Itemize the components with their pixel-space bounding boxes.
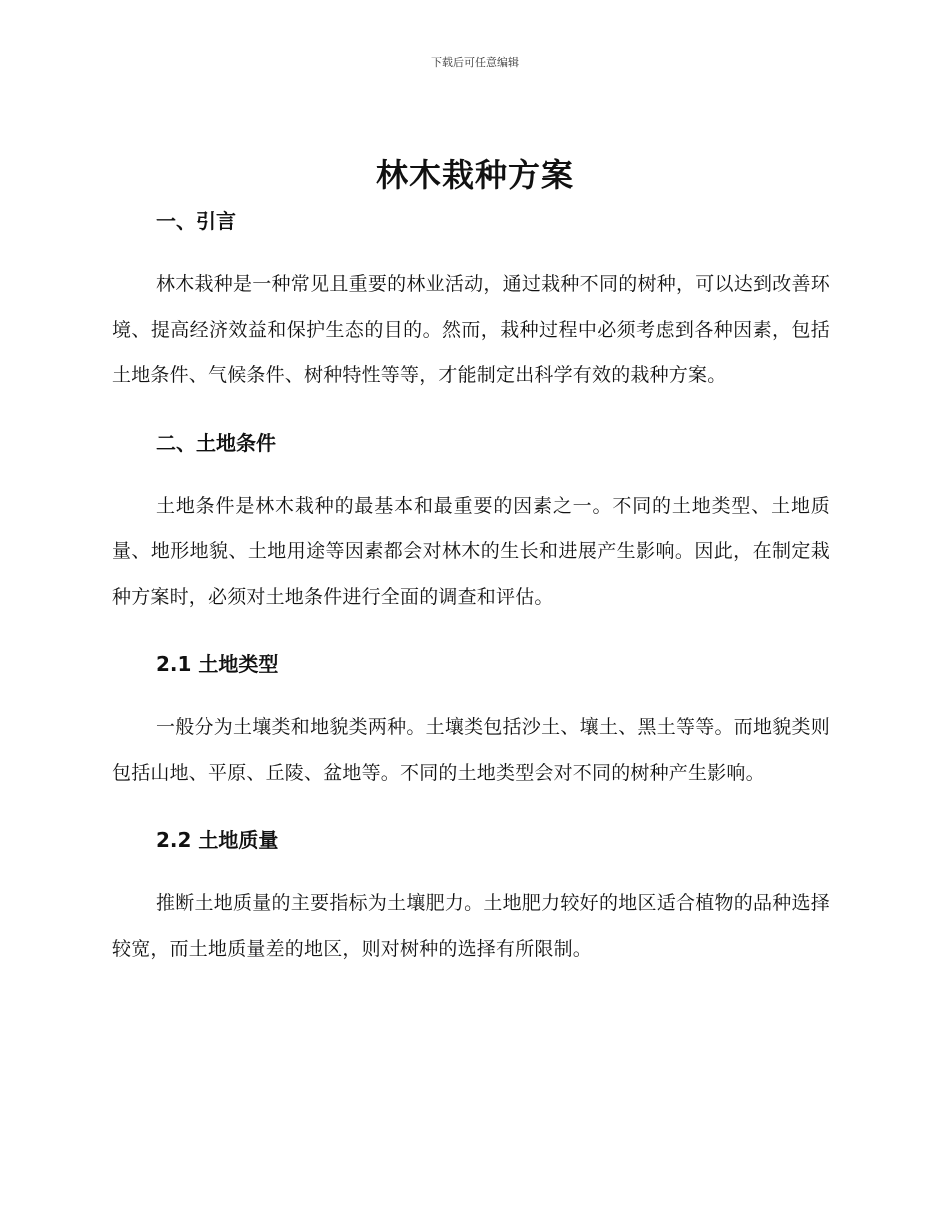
section-heading-land-types: 2.1 土地类型 (156, 652, 279, 676)
section-paragraph-land-conditions: 土地条件是林木栽种的最基本和最重要的因素之一。不同的土地类型、土地质量、地形地貌、土地用途等因素都会对林木的生长和进展产生影响。因此，在制定栽种方案时，必须对土地条件进行全面的调查和评估。 (112, 494, 830, 608)
section-heading-land-quality: 2.2 土地质量 (156, 828, 279, 852)
document-title: 林木栽种方案 (375, 156, 574, 194)
section-heading-land-conditions: 二、土地条件 (156, 430, 276, 455)
section-land-types (112, 648, 830, 796)
section-land-conditions (112, 427, 830, 621)
section-paragraph-land-quality: 推断土地质量的主要指标为土壤肥力。土地肥力较好的地区适合植物的品种选择较宽，而土地质量差的地区，则对树种的选择有所限制。 (112, 892, 830, 960)
section-heading-introduction: 一、引言 (156, 209, 236, 233)
section-land-quality (112, 824, 830, 972)
document-body (112, 205, 830, 972)
page-header-note: 下载后可任意编辑 (431, 56, 519, 69)
section-paragraph-land-types: 一般分为土壤类和地貌类两种。土壤类包括沙土、壤土、黑土等等。而地貌类则包括山地、平原、丘陵、盆地等。不同的土地类型会对不同的树种产生影响。 (112, 716, 830, 784)
section-introduction (112, 205, 830, 399)
section-paragraph-introduction: 林木栽种是一种常见且重要的林业活动，通过栽种不同的树种，可以达到改善环境、提高经济效益和保护生态的目的。然而，栽种过程中必须考虑到各种因素，包括土地条件、气候条件、树种特性等等，才能制定出科学有效的栽种方案。 (112, 273, 830, 386)
